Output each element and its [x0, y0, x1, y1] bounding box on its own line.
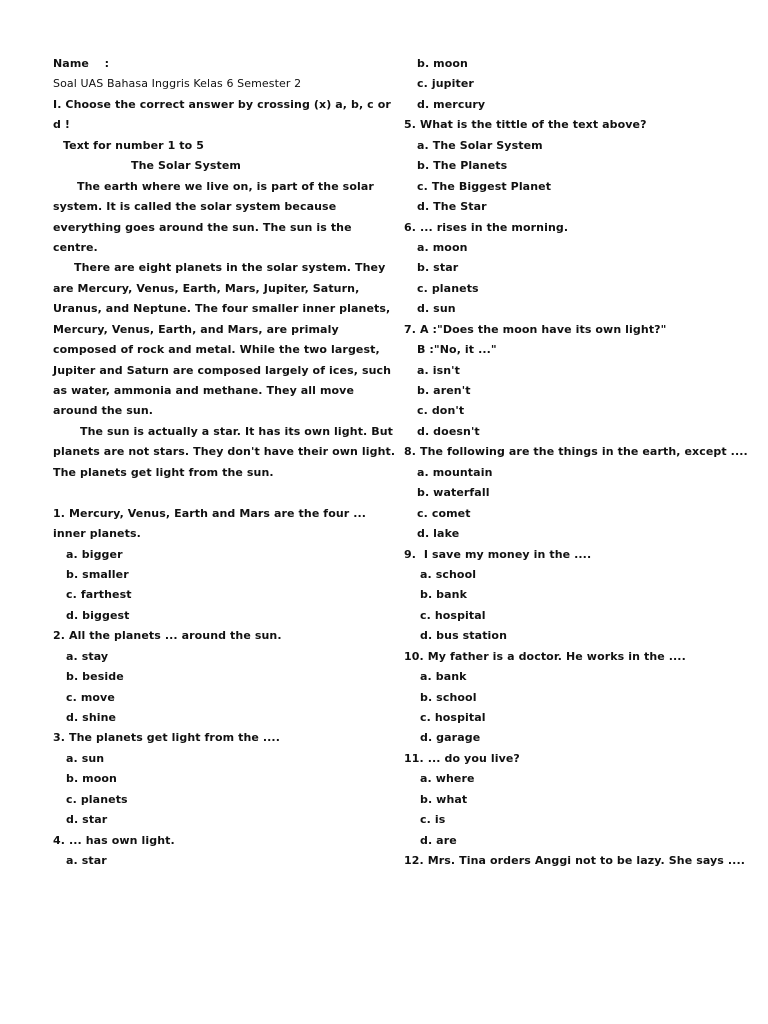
- question-3-option-d[interactable]: d. star: [66, 813, 108, 827]
- question-1-option-c[interactable]: c. farthest: [66, 588, 132, 602]
- question-2-stem: 2. All the planets ... around the sun.: [53, 629, 282, 643]
- question-7-stem: 7. A :"Does the moon have its own light?": [404, 322, 667, 336]
- question-2-option-a[interactable]: a. stay: [66, 649, 109, 663]
- question-4-option-d[interactable]: d. mercury: [417, 97, 486, 111]
- question-2-option-c[interactable]: c. move: [66, 690, 115, 704]
- instruction-line-2: d !: [53, 118, 71, 132]
- instruction-line-1: I. Choose the correct answer by crossing (x) a, b, c or: [53, 97, 391, 111]
- question-7-stem-cont: B :"No, it ...": [417, 343, 497, 357]
- question-4-option-a[interactable]: a. star: [66, 854, 107, 868]
- question-7-option-b[interactable]: b. aren't: [417, 384, 471, 397]
- question-11-option-d[interactable]: d. are: [420, 833, 457, 847]
- question-11-option-b[interactable]: b. what: [420, 792, 468, 806]
- question-3-option-c[interactable]: c. planets: [66, 792, 128, 806]
- question-10-option-b[interactable]: b. school: [420, 690, 477, 704]
- question-6-option-b[interactable]: b. star: [417, 261, 459, 275]
- question-8-option-c[interactable]: c. comet: [417, 506, 471, 520]
- question-2-option-d[interactable]: d. shine: [66, 711, 117, 724]
- question-4-stem: 4. ... has own light.: [53, 833, 175, 847]
- question-7-option-d[interactable]: d. doesn't: [417, 424, 480, 438]
- name-field-label: Name :: [53, 57, 110, 70]
- reading-intro: Text for number 1 to 5: [63, 138, 204, 152]
- question-6-option-c[interactable]: c. planets: [417, 281, 479, 295]
- reading-line: There are eight planets in the solar system. They: [74, 261, 386, 275]
- question-11-option-c[interactable]: c. is: [420, 813, 446, 827]
- question-6-stem: 6. ... rises in the morning.: [404, 220, 569, 234]
- question-1-stem-cont: inner planets.: [53, 527, 141, 541]
- question-5-option-d[interactable]: d. The Star: [417, 200, 487, 214]
- reading-line: are Mercury, Venus, Earth, Mars, Jupiter, Saturn,: [53, 281, 360, 295]
- question-10-option-c[interactable]: c. hospital: [420, 711, 486, 724]
- question-8-option-b[interactable]: b. waterfall: [417, 486, 490, 500]
- question-5-option-c[interactable]: c. The Biggest Planet: [417, 179, 552, 193]
- question-2-option-b[interactable]: b. beside: [66, 670, 124, 684]
- question-1-option-a[interactable]: a. bigger: [66, 547, 123, 561]
- question-11-stem: 11. ... do you live?: [404, 751, 520, 765]
- question-9-stem: 9. I save my money in the ....: [404, 547, 592, 561]
- question-10-option-d[interactable]: d. garage: [420, 731, 481, 745]
- question-6-option-a[interactable]: a. moon: [417, 240, 468, 254]
- reading-line: Mercury, Venus, Earth, and Mars, are primaly: [53, 322, 339, 336]
- question-5-stem: 5. What is the tittle of the text above?: [404, 118, 647, 132]
- question-1-stem: 1. Mercury, Venus, Earth and Mars are the four ...: [53, 506, 367, 520]
- question-8-option-d[interactable]: d. lake: [417, 527, 460, 541]
- reading-line: as water, ammonia and methane. They all move: [53, 384, 355, 397]
- question-12-stem: 12. Mrs. Tina orders Anggi not to be lazy. She says ....: [404, 854, 745, 868]
- question-10-stem: 10. My father is a doctor. He works in the ....: [404, 649, 686, 663]
- question-3-option-b[interactable]: b. moon: [66, 772, 117, 786]
- question-9-option-b[interactable]: b. bank: [420, 588, 468, 602]
- question-6-option-d[interactable]: d. sun: [417, 302, 456, 316]
- question-7-option-c[interactable]: c. don't: [417, 404, 465, 418]
- question-9-option-a[interactable]: a. school: [420, 567, 477, 581]
- question-4-option-b[interactable]: b. moon: [417, 57, 468, 70]
- question-10-option-a[interactable]: a. bank: [420, 670, 467, 684]
- reading-line: Uranus, and Neptune. The four smaller inner planets,: [53, 302, 391, 316]
- reading-line: composed of rock and metal. While the two largest,: [53, 343, 380, 357]
- reading-line: Jupiter and Saturn are composed largely of ices, such: [53, 363, 392, 377]
- reading-line: The sun is actually a star. It has its own light. But: [80, 424, 394, 438]
- question-5-option-a[interactable]: a. The Solar System: [417, 138, 543, 152]
- question-8-option-a[interactable]: a. mountain: [417, 465, 493, 479]
- question-1-option-d[interactable]: d. biggest: [66, 608, 130, 622]
- question-1-option-b[interactable]: b. smaller: [66, 567, 129, 581]
- spacer: [53, 483, 373, 503]
- question-8-stem: 8. The following are the things in the earth, except ....: [404, 445, 748, 459]
- reading-line: The planets get light from the sun.: [53, 465, 274, 479]
- reading-line: planets are not stars. They don't have their own light.: [53, 445, 396, 459]
- reading-line: system. It is called the solar system because: [53, 200, 337, 214]
- question-4-option-c[interactable]: c. jupiter: [417, 77, 474, 91]
- right-column: [404, 54, 748, 872]
- reading-line: around the sun.: [53, 404, 154, 418]
- question-11-option-a[interactable]: a. where: [420, 772, 475, 786]
- reading-line: centre.: [53, 240, 98, 254]
- question-5-option-b[interactable]: b. The Planets: [417, 159, 508, 173]
- exam-subtitle: Soal UAS Bahasa Inggris Kelas 6 Semester 2: [53, 77, 302, 91]
- left-column: [53, 54, 396, 872]
- question-9-option-c[interactable]: c. hospital: [420, 608, 486, 622]
- reading-line: The earth where we live on, is part of the solar: [77, 179, 374, 193]
- question-9-option-d[interactable]: d. bus station: [420, 629, 508, 643]
- question-7-option-a[interactable]: a. isn't: [417, 363, 461, 377]
- reading-title: The Solar System: [131, 159, 241, 173]
- reading-line: everything goes around the sun. The sun is the: [53, 220, 352, 234]
- question-3-stem: 3. The planets get light from the ....: [53, 731, 280, 745]
- question-3-option-a[interactable]: a. sun: [66, 751, 105, 765]
